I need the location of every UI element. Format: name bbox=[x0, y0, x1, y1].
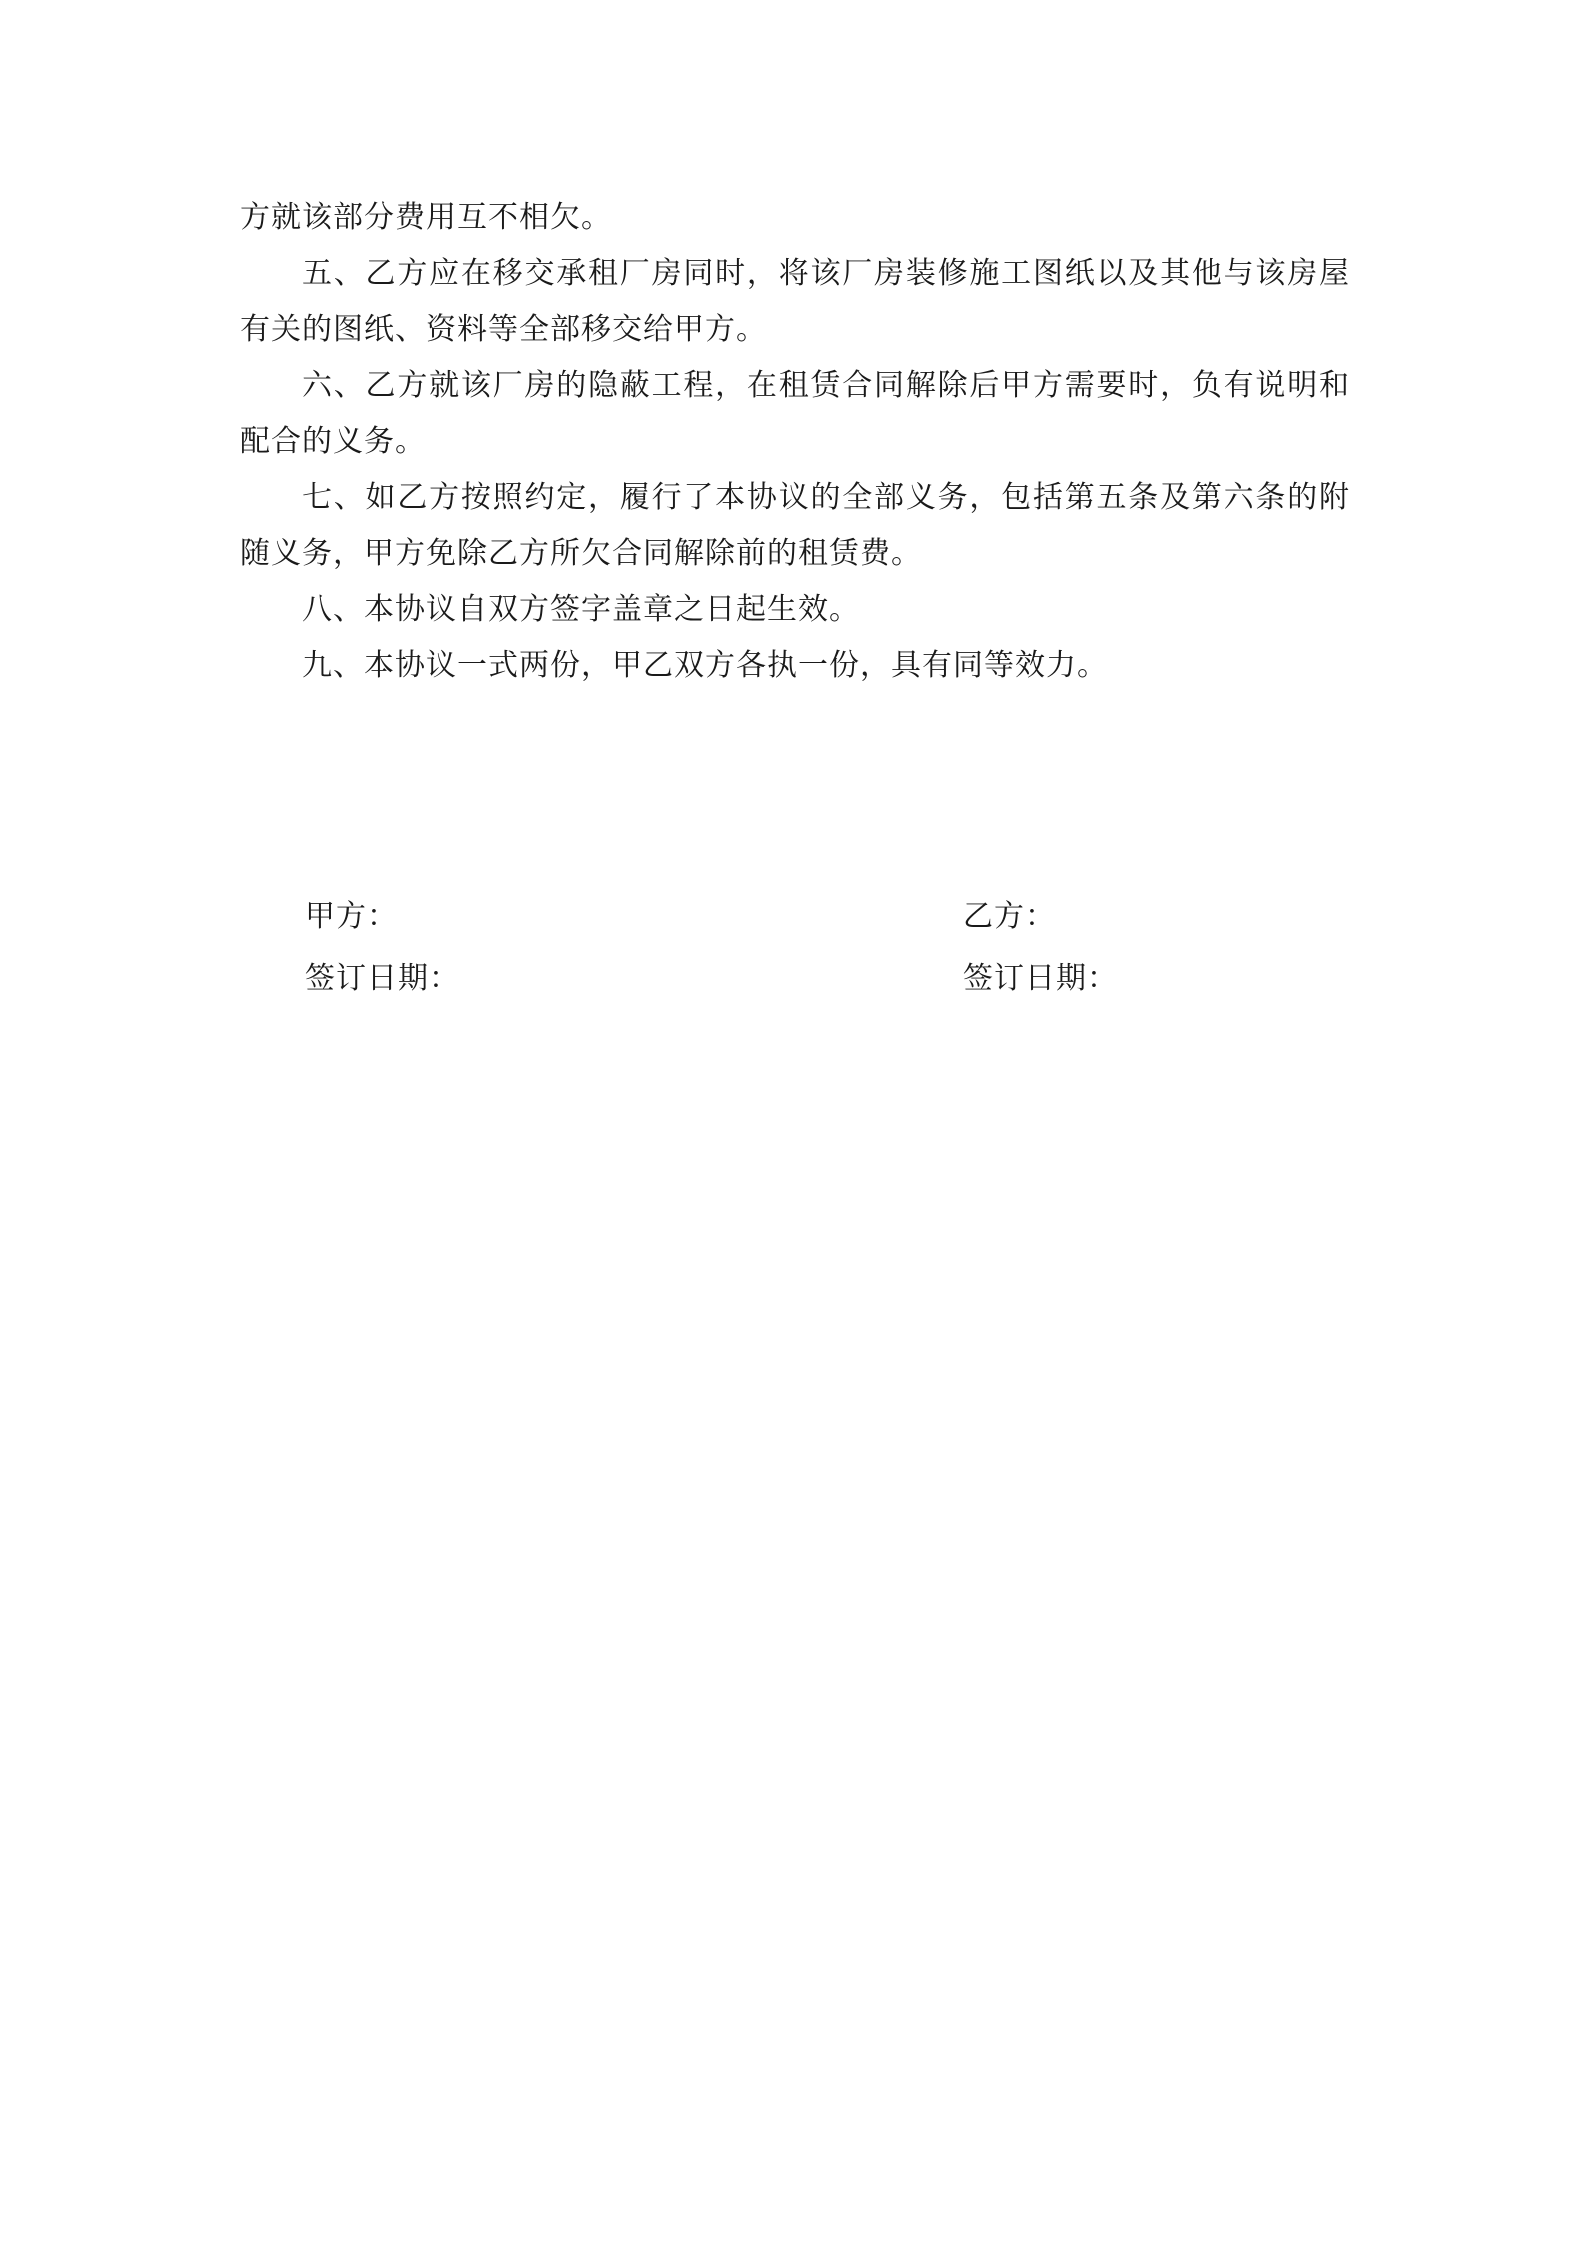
party-b-date-label: 签订日期： bbox=[963, 961, 1118, 996]
signature-date-row bbox=[305, 948, 1350, 1010]
clause-5: 五、乙方应在移交承租厂房同时，将该厂房装修施工图纸以及其他与该房屋有关的图纸、资料等全部移交给甲方。 bbox=[240, 256, 1350, 347]
paragraph-continuation: 方就该部分费用互不相欠。 bbox=[240, 200, 612, 235]
party-a-label: 甲方： bbox=[305, 899, 398, 934]
clause-6: 六、乙方就该厂房的隐蔽工程，在租赁合同解除后甲方需要时，负有说明和配合的义务。 bbox=[240, 368, 1350, 459]
signature-party-row bbox=[305, 886, 1350, 948]
party-a-date-label: 签订日期： bbox=[305, 961, 460, 996]
clause-7: 七、如乙方按照约定，履行了本协议的全部义务，包括第五条及第六条的附随义务，甲方免除乙方所欠合同解除前的租赁费。 bbox=[240, 480, 1350, 571]
clause-8: 八、本协议自双方签字盖章之日起生效。 bbox=[302, 592, 860, 627]
contract-body bbox=[240, 190, 1350, 694]
party-b-label: 乙方： bbox=[963, 899, 1056, 934]
signature-block bbox=[305, 886, 1350, 1010]
clause-9: 九、本协议一式两份，甲乙双方各执一份，具有同等效力。 bbox=[302, 648, 1108, 683]
